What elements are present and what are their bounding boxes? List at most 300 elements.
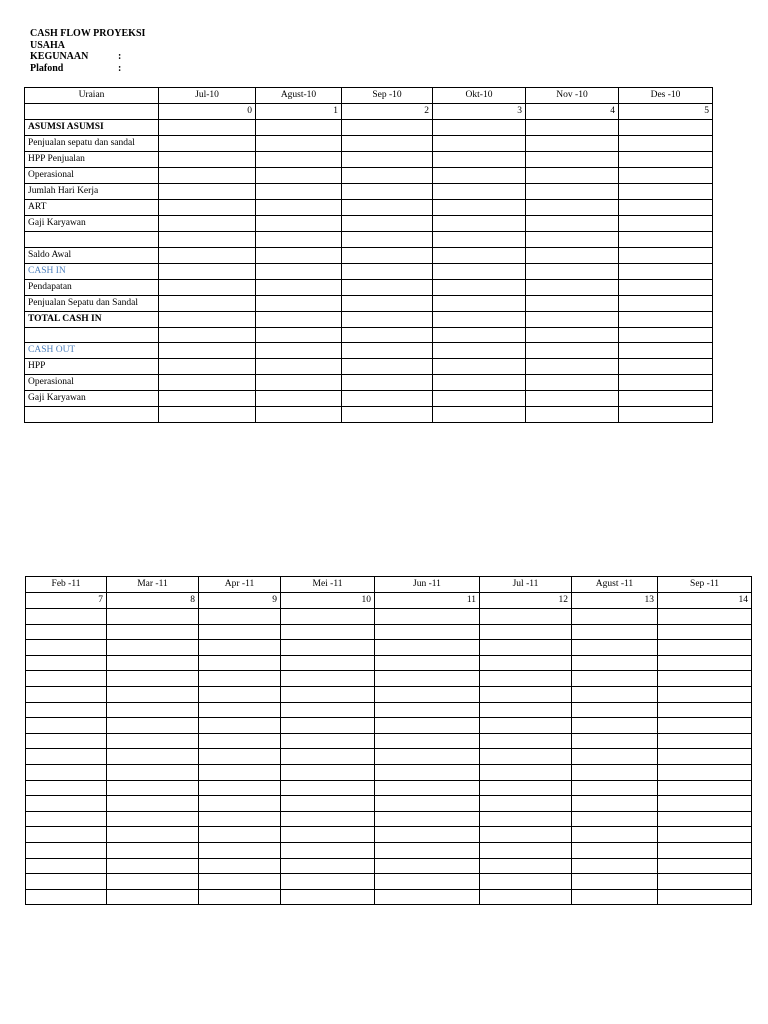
value-cell[interactable]	[26, 811, 107, 827]
value-cell[interactable]	[433, 295, 526, 311]
value-cell[interactable]	[342, 184, 433, 200]
value-cell[interactable]	[375, 733, 480, 749]
value-cell[interactable]	[159, 200, 256, 216]
value-cell[interactable]	[26, 764, 107, 780]
value-cell[interactable]	[107, 842, 199, 858]
value-cell[interactable]	[342, 295, 433, 311]
value-cell[interactable]	[619, 152, 713, 168]
value-cell[interactable]	[433, 120, 526, 136]
value-cell[interactable]	[256, 311, 342, 327]
value-cell[interactable]	[26, 686, 107, 702]
value-cell[interactable]	[433, 391, 526, 407]
value-cell[interactable]	[433, 247, 526, 263]
value-cell[interactable]	[342, 311, 433, 327]
value-cell[interactable]	[281, 686, 375, 702]
value-cell[interactable]	[433, 200, 526, 216]
value-cell[interactable]	[480, 655, 572, 671]
value-cell[interactable]	[572, 780, 658, 796]
value-cell[interactable]	[619, 311, 713, 327]
value-cell[interactable]	[26, 655, 107, 671]
value-cell[interactable]	[619, 391, 713, 407]
value-cell[interactable]	[658, 733, 752, 749]
value-cell[interactable]	[480, 702, 572, 718]
value-cell[interactable]	[480, 640, 572, 656]
month-header: Mei -11	[281, 577, 375, 593]
value-cell[interactable]	[375, 796, 480, 812]
value-cell[interactable]	[526, 391, 619, 407]
value-cell[interactable]	[375, 718, 480, 734]
value-cell[interactable]	[281, 640, 375, 656]
value-cell[interactable]	[619, 327, 713, 343]
value-cell[interactable]	[342, 136, 433, 152]
value-cell[interactable]	[342, 152, 433, 168]
value-cell[interactable]	[375, 827, 480, 843]
value-cell[interactable]	[433, 216, 526, 232]
value-cell[interactable]	[375, 686, 480, 702]
value-cell[interactable]	[281, 842, 375, 858]
value-cell[interactable]	[256, 247, 342, 263]
value-cell[interactable]	[256, 327, 342, 343]
value-cell[interactable]	[572, 811, 658, 827]
value-cell[interactable]	[526, 279, 619, 295]
value-cell[interactable]	[375, 624, 480, 640]
value-cell[interactable]	[26, 609, 107, 625]
period-index: 1	[256, 104, 342, 120]
value-cell[interactable]	[619, 375, 713, 391]
month-header: Okt-10	[433, 88, 526, 104]
table-header-row	[25, 88, 713, 104]
value-cell[interactable]	[658, 764, 752, 780]
value-cell[interactable]	[572, 733, 658, 749]
value-cell[interactable]	[26, 889, 107, 905]
value-cell[interactable]	[26, 874, 107, 890]
value-cell[interactable]	[480, 889, 572, 905]
value-cell[interactable]	[199, 733, 281, 749]
value-cell[interactable]	[658, 640, 752, 656]
value-cell[interactable]	[526, 152, 619, 168]
value-cell[interactable]	[433, 232, 526, 248]
value-cell[interactable]	[342, 375, 433, 391]
value-cell[interactable]	[480, 733, 572, 749]
value-cell[interactable]	[433, 184, 526, 200]
value-cell[interactable]	[658, 686, 752, 702]
value-cell[interactable]	[375, 702, 480, 718]
period-index: 13	[572, 593, 658, 609]
value-cell[interactable]	[26, 796, 107, 812]
value-cell[interactable]	[256, 263, 342, 279]
row-label: Operasional	[25, 168, 159, 184]
value-cell[interactable]	[199, 796, 281, 812]
value-cell[interactable]	[107, 640, 199, 656]
value-cell[interactable]	[342, 343, 433, 359]
value-cell[interactable]	[375, 811, 480, 827]
value-cell[interactable]	[658, 671, 752, 687]
index-label-cell	[25, 104, 159, 120]
period-index: 5	[619, 104, 713, 120]
value-cell[interactable]	[26, 733, 107, 749]
period-index: 0	[159, 104, 256, 120]
value-cell[interactable]	[342, 232, 433, 248]
index-row	[26, 593, 752, 609]
value-cell[interactable]	[658, 718, 752, 734]
value-cell[interactable]	[26, 640, 107, 656]
value-cell[interactable]	[572, 874, 658, 890]
value-cell[interactable]	[281, 655, 375, 671]
value-cell[interactable]	[159, 168, 256, 184]
value-cell[interactable]	[199, 827, 281, 843]
value-cell[interactable]	[342, 247, 433, 263]
month-header: Nov -10	[526, 88, 619, 104]
table-row	[25, 279, 713, 295]
value-cell[interactable]	[619, 200, 713, 216]
value-cell[interactable]	[281, 702, 375, 718]
value-cell[interactable]	[572, 764, 658, 780]
value-cell[interactable]	[159, 263, 256, 279]
value-cell[interactable]	[342, 327, 433, 343]
uraian-header: Uraian	[25, 88, 159, 104]
value-cell[interactable]	[256, 184, 342, 200]
value-cell[interactable]	[658, 827, 752, 843]
value-cell[interactable]	[572, 889, 658, 905]
value-cell[interactable]	[375, 889, 480, 905]
title-line-2: USAHA	[30, 39, 66, 51]
value-cell[interactable]	[107, 624, 199, 640]
value-cell[interactable]	[199, 842, 281, 858]
value-cell[interactable]	[159, 232, 256, 248]
value-cell[interactable]	[658, 796, 752, 812]
value-cell[interactable]	[480, 764, 572, 780]
value-cell[interactable]	[199, 718, 281, 734]
value-cell[interactable]	[199, 889, 281, 905]
value-cell[interactable]	[159, 311, 256, 327]
value-cell[interactable]	[159, 247, 256, 263]
value-cell[interactable]	[480, 686, 572, 702]
value-cell[interactable]	[107, 827, 199, 843]
value-cell[interactable]	[256, 391, 342, 407]
value-cell[interactable]	[526, 168, 619, 184]
value-cell[interactable]	[572, 609, 658, 625]
value-cell[interactable]	[199, 609, 281, 625]
value-cell[interactable]	[107, 749, 199, 765]
value-cell[interactable]	[658, 889, 752, 905]
table-row	[25, 136, 713, 152]
value-cell[interactable]	[159, 359, 256, 375]
value-cell[interactable]	[281, 796, 375, 812]
value-cell[interactable]	[658, 749, 752, 765]
value-cell[interactable]	[199, 686, 281, 702]
value-cell[interactable]	[256, 232, 342, 248]
value-cell[interactable]	[342, 120, 433, 136]
value-cell[interactable]	[480, 749, 572, 765]
value-cell[interactable]	[526, 136, 619, 152]
value-cell[interactable]	[619, 279, 713, 295]
table-row	[25, 200, 713, 216]
value-cell[interactable]	[619, 407, 713, 423]
value-cell[interactable]	[199, 874, 281, 890]
value-cell[interactable]	[107, 858, 199, 874]
value-cell[interactable]	[658, 780, 752, 796]
value-cell[interactable]	[433, 327, 526, 343]
value-cell[interactable]	[256, 136, 342, 152]
value-cell[interactable]	[619, 232, 713, 248]
value-cell[interactable]	[281, 718, 375, 734]
value-cell[interactable]	[572, 858, 658, 874]
value-cell[interactable]	[480, 796, 572, 812]
value-cell[interactable]	[375, 764, 480, 780]
value-cell[interactable]	[281, 749, 375, 765]
value-cell[interactable]	[199, 671, 281, 687]
value-cell[interactable]	[281, 858, 375, 874]
value-cell[interactable]	[107, 671, 199, 687]
value-cell[interactable]	[26, 624, 107, 640]
table-row	[25, 375, 713, 391]
value-cell[interactable]	[199, 780, 281, 796]
value-cell[interactable]	[199, 655, 281, 671]
value-cell[interactable]	[342, 216, 433, 232]
value-cell[interactable]	[107, 733, 199, 749]
value-cell[interactable]	[159, 407, 256, 423]
value-cell[interactable]	[572, 655, 658, 671]
value-cell[interactable]	[433, 311, 526, 327]
value-cell[interactable]	[480, 718, 572, 734]
value-cell[interactable]	[159, 327, 256, 343]
value-cell[interactable]	[107, 780, 199, 796]
value-cell[interactable]	[526, 216, 619, 232]
value-cell[interactable]	[107, 718, 199, 734]
value-cell[interactable]	[159, 295, 256, 311]
table-row	[26, 796, 752, 812]
document-header	[30, 28, 145, 74]
value-cell[interactable]	[572, 718, 658, 734]
value-cell[interactable]	[433, 359, 526, 375]
value-cell[interactable]	[658, 609, 752, 625]
value-cell[interactable]	[342, 391, 433, 407]
value-cell[interactable]	[526, 407, 619, 423]
value-cell[interactable]	[199, 858, 281, 874]
value-cell[interactable]	[658, 702, 752, 718]
value-cell[interactable]	[256, 120, 342, 136]
table-row	[26, 827, 752, 843]
value-cell[interactable]	[619, 136, 713, 152]
value-cell[interactable]	[375, 780, 480, 796]
value-cell[interactable]	[526, 359, 619, 375]
value-cell[interactable]	[281, 780, 375, 796]
value-cell[interactable]	[480, 624, 572, 640]
value-cell[interactable]	[159, 152, 256, 168]
value-cell[interactable]	[281, 827, 375, 843]
value-cell[interactable]	[375, 858, 480, 874]
value-cell[interactable]	[480, 671, 572, 687]
value-cell[interactable]	[375, 609, 480, 625]
value-cell[interactable]	[281, 624, 375, 640]
value-cell[interactable]	[256, 152, 342, 168]
value-cell[interactable]	[281, 671, 375, 687]
value-cell[interactable]	[342, 359, 433, 375]
value-cell[interactable]	[375, 640, 480, 656]
value-cell[interactable]	[526, 200, 619, 216]
value-cell[interactable]	[26, 827, 107, 843]
value-cell[interactable]	[342, 279, 433, 295]
value-cell[interactable]	[375, 655, 480, 671]
value-cell[interactable]	[107, 655, 199, 671]
value-cell[interactable]	[256, 200, 342, 216]
value-cell[interactable]	[159, 216, 256, 232]
value-cell[interactable]	[26, 702, 107, 718]
value-cell[interactable]	[159, 279, 256, 295]
value-cell[interactable]	[26, 671, 107, 687]
value-cell[interactable]	[199, 749, 281, 765]
value-cell[interactable]	[480, 811, 572, 827]
value-cell[interactable]	[199, 811, 281, 827]
value-cell[interactable]	[572, 671, 658, 687]
value-cell[interactable]	[107, 889, 199, 905]
value-cell[interactable]	[26, 749, 107, 765]
value-cell[interactable]	[159, 136, 256, 152]
period-index: 9	[199, 593, 281, 609]
value-cell[interactable]	[26, 842, 107, 858]
value-cell[interactable]	[199, 640, 281, 656]
value-cell[interactable]	[619, 343, 713, 359]
value-cell[interactable]	[256, 375, 342, 391]
value-cell[interactable]	[433, 407, 526, 423]
value-cell[interactable]	[526, 263, 619, 279]
value-cell[interactable]	[619, 184, 713, 200]
value-cell[interactable]	[375, 671, 480, 687]
value-cell[interactable]	[281, 609, 375, 625]
value-cell[interactable]	[256, 295, 342, 311]
table-row	[26, 749, 752, 765]
value-cell[interactable]	[256, 343, 342, 359]
value-cell[interactable]	[572, 686, 658, 702]
value-cell[interactable]	[159, 375, 256, 391]
value-cell[interactable]	[342, 168, 433, 184]
value-cell[interactable]	[572, 827, 658, 843]
value-cell[interactable]	[199, 624, 281, 640]
value-cell[interactable]	[107, 609, 199, 625]
value-cell[interactable]	[526, 184, 619, 200]
value-cell[interactable]	[107, 796, 199, 812]
value-cell[interactable]	[159, 391, 256, 407]
value-cell[interactable]	[107, 874, 199, 890]
value-cell[interactable]	[619, 295, 713, 311]
value-cell[interactable]	[159, 343, 256, 359]
value-cell[interactable]	[480, 827, 572, 843]
month-header: Jul -11	[480, 577, 572, 593]
value-cell[interactable]	[159, 184, 256, 200]
value-cell[interactable]	[658, 655, 752, 671]
month-header: Jul-10	[159, 88, 256, 104]
value-cell[interactable]	[375, 874, 480, 890]
value-cell[interactable]	[281, 874, 375, 890]
value-cell[interactable]	[433, 136, 526, 152]
value-cell[interactable]	[526, 120, 619, 136]
row-label: HPP Penjualan	[25, 152, 159, 168]
value-cell[interactable]	[256, 359, 342, 375]
value-cell[interactable]	[572, 749, 658, 765]
value-cell[interactable]	[256, 216, 342, 232]
value-cell[interactable]	[572, 624, 658, 640]
row-label	[25, 232, 159, 248]
value-cell[interactable]	[375, 749, 480, 765]
value-cell[interactable]	[480, 858, 572, 874]
value-cell[interactable]	[107, 686, 199, 702]
value-cell[interactable]	[572, 702, 658, 718]
value-cell[interactable]	[658, 811, 752, 827]
value-cell[interactable]	[433, 263, 526, 279]
value-cell[interactable]	[256, 168, 342, 184]
value-cell[interactable]	[526, 232, 619, 248]
value-cell[interactable]	[480, 842, 572, 858]
value-cell[interactable]	[526, 247, 619, 263]
value-cell[interactable]	[26, 718, 107, 734]
value-cell[interactable]	[658, 624, 752, 640]
value-cell[interactable]	[526, 375, 619, 391]
value-cell[interactable]	[26, 858, 107, 874]
value-cell[interactable]	[199, 764, 281, 780]
value-cell[interactable]	[526, 295, 619, 311]
value-cell[interactable]	[199, 702, 281, 718]
row-label: Gaji Karyawan	[25, 391, 159, 407]
value-cell[interactable]	[619, 247, 713, 263]
value-cell[interactable]	[281, 764, 375, 780]
value-cell[interactable]	[619, 359, 713, 375]
value-cell[interactable]	[480, 874, 572, 890]
value-cell[interactable]	[658, 858, 752, 874]
row-label: Penjualan Sepatu dan Sandal	[25, 295, 159, 311]
value-cell[interactable]	[159, 120, 256, 136]
value-cell[interactable]	[256, 407, 342, 423]
value-cell[interactable]	[107, 811, 199, 827]
table-row	[25, 232, 713, 248]
value-cell[interactable]	[256, 279, 342, 295]
value-cell[interactable]	[658, 874, 752, 890]
value-cell[interactable]	[107, 764, 199, 780]
value-cell[interactable]	[619, 216, 713, 232]
value-cell[interactable]	[26, 780, 107, 796]
value-cell[interactable]	[619, 168, 713, 184]
value-cell[interactable]	[342, 263, 433, 279]
value-cell[interactable]	[433, 279, 526, 295]
value-cell[interactable]	[572, 842, 658, 858]
value-cell[interactable]	[433, 375, 526, 391]
value-cell[interactable]	[480, 609, 572, 625]
value-cell[interactable]	[281, 733, 375, 749]
value-cell[interactable]	[375, 842, 480, 858]
value-cell[interactable]	[526, 311, 619, 327]
value-cell[interactable]	[342, 407, 433, 423]
table-row	[26, 671, 752, 687]
value-cell[interactable]	[572, 796, 658, 812]
value-cell[interactable]	[480, 780, 572, 796]
value-cell[interactable]	[526, 343, 619, 359]
value-cell[interactable]	[107, 702, 199, 718]
value-cell[interactable]	[342, 200, 433, 216]
value-cell[interactable]	[433, 168, 526, 184]
value-cell[interactable]	[281, 811, 375, 827]
value-cell[interactable]	[433, 152, 526, 168]
value-cell[interactable]	[658, 842, 752, 858]
value-cell[interactable]	[526, 327, 619, 343]
value-cell[interactable]	[281, 889, 375, 905]
value-cell[interactable]	[619, 120, 713, 136]
month-header: Agust-10	[256, 88, 342, 104]
table-row	[26, 874, 752, 890]
value-cell[interactable]	[619, 263, 713, 279]
row-label: ART	[25, 200, 159, 216]
value-cell[interactable]	[433, 343, 526, 359]
row-label	[25, 327, 159, 343]
value-cell[interactable]	[572, 640, 658, 656]
